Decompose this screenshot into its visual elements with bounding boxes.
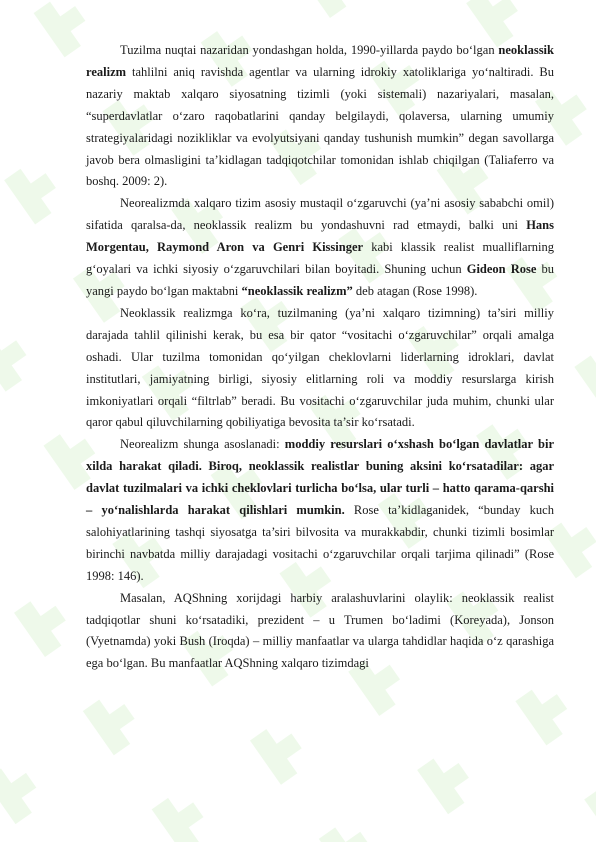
text-run: Neorealizmda xalqaro tizim asosiy mustaqil o‘zgaruvchi (ya’ni asosiy sababchi omil) sifatida qaralsa-da, neoklassik realizm bu yondashuvni rad etmaydi, balki uni [86,196,554,233]
bold-text: neoklassik realizm [86,43,554,79]
bold-text: Hans Morgentau, Raymond Aron va Genri Kissinger [86,218,554,255]
paragraph [86,193,554,303]
paragraph [86,434,554,587]
bold-text: “neoklassik realizm” [241,283,353,298]
text-run: Neoklassik realizmga ko‘ra, tuzilmaning (ya’ni xalqaro tizimning) ta’siri milliy darajada tahlil qilinishi kerak, bu esa bir qator “vositachi o‘zgaruvchilar” orqali amalga oshadi. Ular tuzilma tomonidan qo‘yilgan cheklovlarni liderlarning idroklari, davlat institutlari, jamiyatning birligi, siyosiy elitlarning roli va moddiy resurslarga kirish imkoniyatlari orqali “filtrlab” beradi. Bu vositachi o‘zgaruvchilar juda muhim, chunki ular qaror qabul qiluvchilarning qobiliyatiga bevosita ta’sir ko‘rsatadi. [86,305,554,430]
paragraph [86,303,554,434]
text-run: Neorealizm shunga asoslanadi: [120,437,285,452]
bold-text: Gideon Rose [466,262,537,277]
text-run: deb atagan (Rose 1998). [352,283,478,298]
text-run: Masalan, AQShning xorijdagi harbiy aralashuvlarini olaylik: neoklassik realist tadqiqotlar shuni ko‘rsatadiki, prezident – u Trumen bo‘ladimi (Koreyada), Jonson (Vyetnamda) yoki Bush (Iroqda) – milliy manfaatlar va ularga tahdidlar haqida o‘z qarashiga ega bo‘lgan. Bu manfaatlar AQShning xalqaro tizimdagi [86,590,554,671]
document-page [86,40,554,675]
text-run: tahlilni aniq ravishda agentlar va ularning idrokiy xatoliklariga yo‘naltiradi. Bu nazariy maktab xalqaro siyosatning tizimli (yoki sistemali) nazariyalari, masalan, “superdavlatlar o‘zaro raqobatlarini qanday belgilaydi, qolaversa, ularning umumiy strategiyalaridagi nozikliklar va evolyutsiyani qanday tushunish mumkin” degan savollarga javob bera olmasligini ta’kidlagan tadqiqotchilar tomonidan ishlab chiqilgan (Taliaferro va boshq. 2009: 2). [86,64,554,189]
text-run: kabi klassik realist mualliflarning g‘oyalari va ichki siyosiy o‘zgaruvchilari bilan boyitadi. Shuning uchun [86,240,554,277]
paragraph [86,40,554,193]
text-run: Rose ta’kidlaganidek, “bunday kuch salohiyatlarining tashqi siyosatga ta’siri bilvosita va murakkabdir, chunki tizimli bosimlar birinchi navbatda milliy darajadagi vositachi o‘zgaruvchilar orqali tarjima qilinadi” (Rose 1998: 146). [86,503,554,583]
bold-text: moddiy resurslari o‘xshash bo‘lgan davlatlar bir xilda harakat qiladi. Biroq, neoklassik realistlar buning aksini ko‘rsatadilar: agar davlat tuzilmalari va ichki cheklovlari turlicha bo‘lsa, ular turli – hatto qarama-qarshi – yo‘nalishlarda harakat qilishlari mumkin. [86,437,554,518]
paragraph [86,588,554,676]
text-run: bu yangi paydo bo‘lgan maktabni [86,262,554,298]
text-run: Tuzilma nuqtai nazaridan yondashgan holda, 1990-yillarda paydo bo‘lgan [120,43,499,57]
